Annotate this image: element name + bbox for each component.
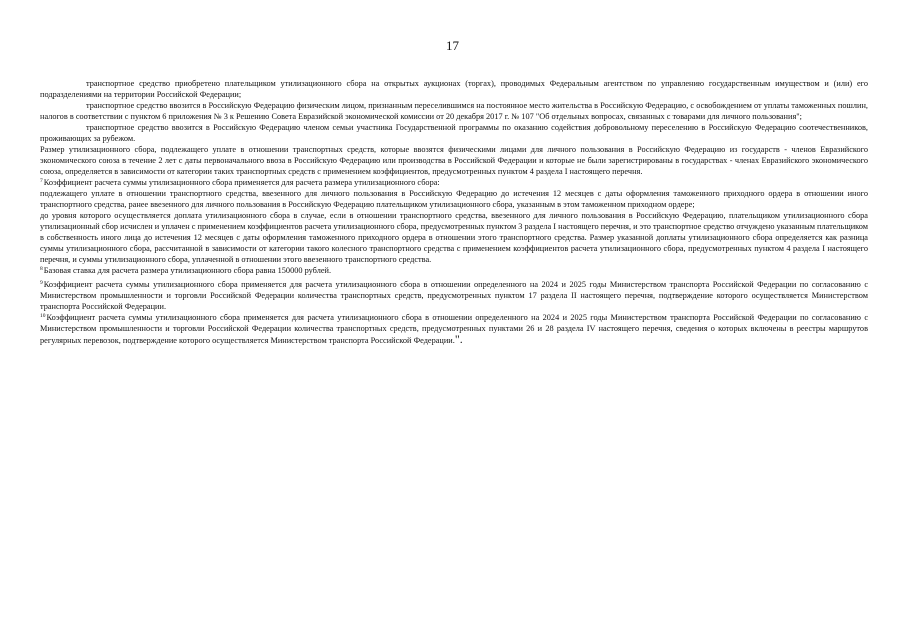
footnote-text: Базовая ставка для расчета размера утилизационного сбора равна 150000 рублей.	[43, 266, 332, 275]
paragraph-personal-use-12-months	[40, 188, 868, 210]
footnote-marker: 7	[40, 178, 43, 184]
paragraph-text: подлежащего уплате в отношении транспортного средства, ввезенного для личного пользования в Российскую Федерацию до истечения 12 месяцев с даты оформления таможенного приходного ордера в отношении иного транспортного средства, ранее ввезенного для личного пользования в Российскую Федерацию плательщиком утилизационного сбора, указанным в этом таможенном приходном ордере;	[40, 189, 868, 209]
paragraph-eaeu-import	[40, 144, 868, 177]
paragraph-text: транспортное средство приобретено плательщиком утилизационного сбора на открытых аукционах (торгах), проводимых Федеральным агентством по управлению государственным имуществом и (или) его подразделениями на территории Российской Федерации;	[40, 79, 868, 99]
footnote-text: Коэффициент расчета суммы утилизационного сбора применяется для расчета утилизационного сбора в отношении определенного на 2024 и 2025 годы Министерством транспорта Российской Федерации по согласованию с Министерством промышленности и торговли Российской Федерации количества транспортных средств, предусмотренных пунктами 26 и 28 раздела IV настоящего перечня, сведения о которых включены в реестры маршрутов регулярных перевозок, подтверждение которого осуществляется Министерством транспорта Российской Федерации.	[40, 313, 868, 345]
paragraph-text: транспортное средство ввозится в Российскую Федерацию физическим лицом, признанным переселившимся на постоянное место жительства в Российскую Федерацию, с освобождением от уплаты таможенных пошлин, налогов в соответствии с пунктом 6 приложения № 3 к Решению Совета Евразийской экономической комиссии от 20 декабря 2017 г. № 107 "Об отдельных вопросах, связанных с товарами для личного пользования";	[40, 101, 868, 121]
paragraph-text: Размер утилизационного сбора, подлежащего уплате в отношении транспортных средств, которые ввозятся физическими лицами для личного пользования в Российскую Федерацию из государств - членов Евразийского экономического союза в течение 2 лет с даты первоначального ввоза в Российскую Федерацию или производства в Российской Федерации и которые не были зарегистрированы в государствах - членах Евразийского экономического союза, определяется в зависимости от категории таких транспортных средств с применением коэффициентов, предусмотренных пунктом 4 раздела I настоящего перечня.	[40, 145, 868, 176]
paragraph-text: до уровня которого осуществляется доплата утилизационного сбора в случае, если в отношении транспортного средства, ввезенного для личного пользования в Российскую Федерацию, плательщиком утилизационного сбора утилизационный сбор исчислен и уплачен с применением коэффициентов расчета утилизационного сбора, предусмотренных пунктом 3 раздела I настоящего перечня, и это транспортное средство отчуждено указанным плательщиком в собственность иного лица до истечения 12 месяцев с даты оформления таможенного приходного ордера в отношении этого транспортного средства. Размер указанной доплаты утилизационного сбора определяется как разница суммы утилизационного сбора, рассчитанной в зависимости от категории такого колесного транспортного средства с применением коэффициентов расчета утилизационного сбора, предусмотренных пунктом 4 раздела I настоящего перечня, и суммы утилизационного сбора, уплаченной в отношении этого ввезенного транспортного средства.	[40, 211, 868, 264]
paragraph-compatriot-family	[40, 122, 868, 144]
paragraph-additional-payment	[40, 210, 868, 265]
document-body	[40, 78, 868, 346]
footnote-marker: 9	[40, 280, 43, 286]
footnote-10	[40, 312, 868, 346]
paragraph-resettled-person	[40, 100, 868, 122]
footnote-text: Коэффициент расчета суммы утилизационного сбора применяется для расчета размера утилизационного сбора:	[43, 178, 440, 187]
page-number: 17	[446, 38, 459, 53]
closing-quote: ".	[454, 332, 463, 346]
footnote-marker: 10	[40, 313, 46, 319]
paragraph-text: транспортное средство ввозится в Российскую Федерацию членом семьи участника Государственной программы по оказанию содействия добровольному переселению в Российскую Федерацию соотечественников, проживающих за рубежом.	[40, 123, 868, 143]
paragraph-auction-vehicle	[40, 78, 868, 100]
footnote-9	[40, 279, 868, 312]
footnote-marker: 8	[40, 266, 43, 272]
footnote-7	[40, 177, 868, 188]
footnote-text: Коэффициент расчета суммы утилизационного сбора применяется для расчета утилизационного сбора в отношении определенного на 2024 и 2025 годы Министерством транспорта Российской Федерации по согласованию с Министерством промышленности и торговли Российской Федерации количества транспортных средств, предусмотренных пунктом 17 раздела II настоящего перечня, подтверждение которого осуществляется Министерством транспорта Российской Федерации.	[40, 280, 868, 311]
footnote-8	[40, 265, 868, 276]
